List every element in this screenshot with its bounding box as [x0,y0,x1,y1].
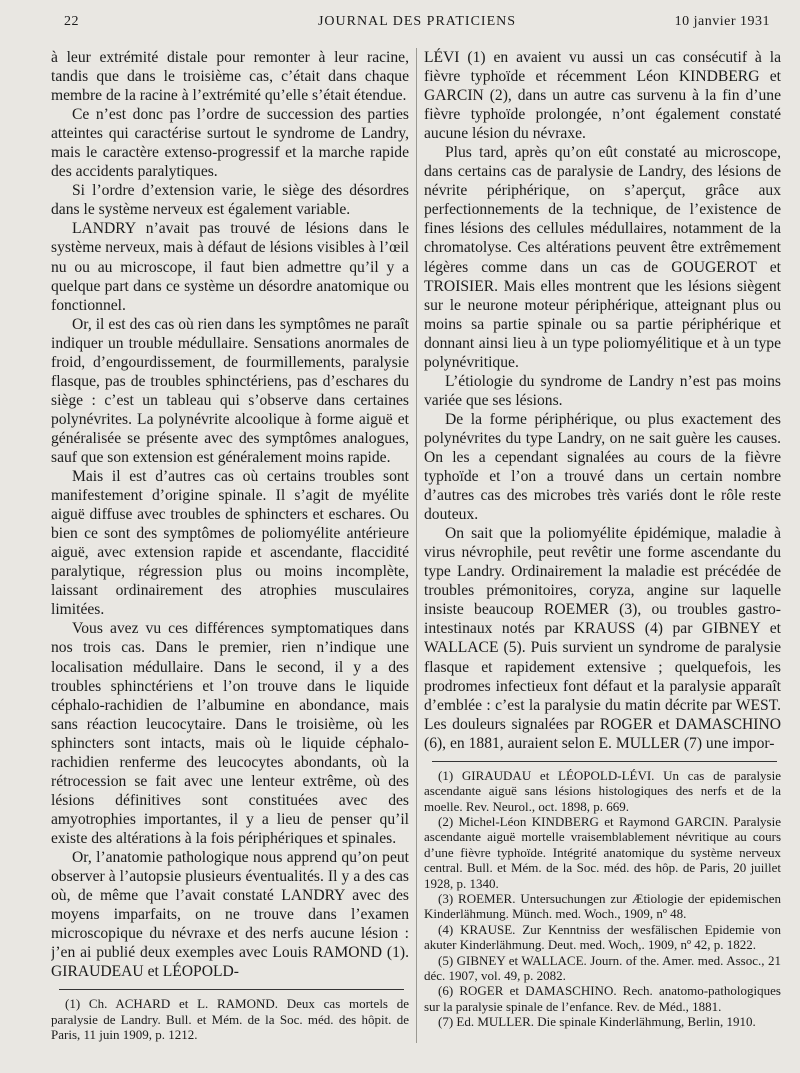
paragraph: LÉVI (1) en avaient vu aussi un cas consécutif à la fièvre typhoïde et récemment Léon KINDBERG et GARCIN (2), dans un autre cas survenu à la fin d’une fièvre typhoïde prolongée, n’ont également constaté aucune lésion du névraxe. [424,49,781,143]
paragraph: Ce n’est donc pas l’ordre de succession des parties atteintes qui caractérise surtout le syndrome de Landry, mais le caractère extenso-progressif et la marche rapide des accidents paralytiques. [51,106,409,181]
left-column [51,48,409,1069]
paragraph: Or, il est des cas où rien dans les symptômes ne paraît indiquer un trouble médullaire. Sensations anormales de froid, d’engourdissement, de fourmillements, paralysie flasque, pas de troubles sphinctériens, pas d’eschares du siège : c’est un tableau qui s’observe dans certaines polynévrites. La polynévrite alcoolique à forme aiguë et généralisée se présente avec des symptômes analogues, sauf que son extension est généralement moins rapide. [51,315,409,466]
journal-title: JOURNAL DES PRATICIENS [317,14,517,29]
paragraph: Plus tard, après qu’on eût constaté au microscope, dans certains cas de paralysie de Landry, des lésions de névrite périphérique, on s’aperçut, grâce aux perfectionnements de la technique, de l’existence de fines lésions des cellules médullaires, notamment de la chromatolyse. Ces altérations peuvent être extrêmement légères comme dans un cas de GOUGEROT et TROISIER. Mais elles montrent que les lésions siègent sur le neurone moteur périphérique, atteignant plus ou moins sa partie spinale ou sa partie périphérique et donnant ainsi lieu à un type poliomyélitique et à un type polynévritique. [424,144,781,371]
paragraph: On sait que la poliomyélite épidémique, maladie à virus névrophile, peut revêtir une forme ascendante du type Landry. Ordinairement la maladie est précédée de troubles prémonitoires, coryza, angine sur laquelle insiste beaucoup ROEMER (3), ou troubles gastro-intestinaux notés par KRAUSS (4) par GIBNEY et WALLACE (5). Puis survient un syndrome de paralysie flasque et rapidement extensive ; quelquefois, les prodromes infectieux font défaut et la paralysie apparaît d’emblée : c’est la paralysie du matin décrite par WEST. Les douleurs signalées par ROGER et DAMASCHINO (6), en 1881, auraient selon E. MULLER (7) une impor- [424,525,781,752]
footnotes-right [424,768,781,1030]
column-divider [416,48,417,1043]
footnote: (1) Ch. ACHARD et L. RAMOND. Deux cas mortels de paralysie de Landry. Bull. et Mém. de la Soc. méd. des hôpit. de Paris, 11 juin 1909, p. 1212. [51,996,409,1043]
issue-date: 10 janvier 1931 [674,14,770,29]
footnote: (7) Ed. MULLER. Die spinale Kinderlähmung, Berlin, 1910. [438,1014,756,1030]
footnote: (2) Michel-Léon KINDBERG et Raymond GARCIN. Paralysie ascendante aiguë mortelle vraisemblablement névritique au cours d’une fièvre typhoïde. Intégrité anatomique du système nerveux central. Bull. et Mém. de la Soc. méd. des hôp. de Paris, 20 juillet 1928, p. 1340. [424,813,781,891]
right-column [424,48,781,1069]
paragraph: Si l’ordre d’extension varie, le siège des désordres dans le système nerveux est également variable. [51,182,409,219]
paragraph: De la forme périphérique, ou plus exactement des polynévrites du type Landry, on ne sait guère les causes. On les a cependant signalées au cours de la fièvre typhoïde et l’on a trouvé dans un certain nombre d’autres cas des microbes très variés dont le rôle reste douteux. [424,410,781,524]
page-number: 22 [64,14,79,29]
paragraph: L’étiologie du syndrome de Landry n’est pas moins variée que ses lésions. [424,372,781,409]
footnotes-left [51,996,409,1042]
footnote: (3) ROEMER. Untersuchungen zur Ætiologie der epidemischen Kinderlähmung. Münch. med. Woch., 1909, nº 48. [424,890,781,922]
footnote-rule [59,989,404,990]
footnote: (4) KRAUSE. Zur Kenntniss der wesfälischen Epidemie von akuter Kinderlähmung. Deut. med. Woch,. 1909, nº 42, p. 1822. [424,921,781,953]
paragraph: Mais il est d’autres cas où certains troubles sont manifestement d’origine spinale. Il s’agit de myélite aiguë diffuse avec troubles de sphincters et eschares. Ou bien ce sont des symptômes de poliomyélite antérieure aiguë, avec extension rapide et ascendante, flaccidité paralytique, régression plus ou moins incomplète, laissant ordinairement des atrophies musculaires limitées. [51,468,409,619]
paragraph: LANDRY n’avait pas trouvé de lésions dans le système nerveux, mais à défaut de lésions visibles à l’œil nu ou au microscope, il faut bien admettre qu’il y a quelque part dans ce système un désordre anatomique ou fonctionnel. [51,220,409,314]
paragraph: à leur extrémité distale pour remonter à leur racine, tandis que dans le troisième cas, c’était dans chaque membre de la racine à l’extrémité qu’elle s’était étendue. [51,49,409,105]
footnote: (5) GIBNEY et WALLACE. Journ. of the. Amer. med. Assoc., 21 déc. 1907, vol. 49, p. 2082. [424,952,781,984]
paragraph: Or, l’anatomie pathologique nous apprend qu’on peut observer à l’autopsie plusieurs éventualités. Il y a des cas où, de même que l’avait constaté LANDRY avec des moyens imparfaits, on ne trouve dans l’examen microscopique du névraxe et des nerfs aucune lésion : j’en ai publié deux exemples avec Louis RAMOND (1). GIRAUDEAU et LÉOPOLD- [51,848,409,981]
running-header [64,14,770,36]
paragraph: Vous avez vu ces différences symptomatiques dans nos trois cas. Dans le premier, rien n’indique une localisation médullaire. Dans le second, il y a des troubles sphinctériens et l’on trouve dans le liquide céphalo-rachidien de l’albumine en abondance, mais sans réaction leucocytaire. Dans le troisième, où les sphincters sont intacts, mais où le liquide céphalo-rachidien renferme des leucocytes abondants, où la rétrocession se fait avec une lenteur extrême, où des lésions définitives sont constituées avec des amyotrophies importantes, il y a lieu de penser qu’il existe des altérations à la fois périphériques et spinales. [51,620,409,847]
footnote: (6) ROGER et DAMASCHINO. Rech. anatomo-pathologiques sur la paralysie spinale de l’enfance. Rev. de Méd., 1881. [424,983,781,1014]
footnote-rule [432,761,777,762]
footnote: (1) GIRAUDAU et LÉOPOLD-LÉVI. Un cas de paralysie ascendante aiguë sans lésions histologiques des nerfs et de la moelle. Rev. Neurol., oct. 1898, p. 669. [424,767,781,814]
